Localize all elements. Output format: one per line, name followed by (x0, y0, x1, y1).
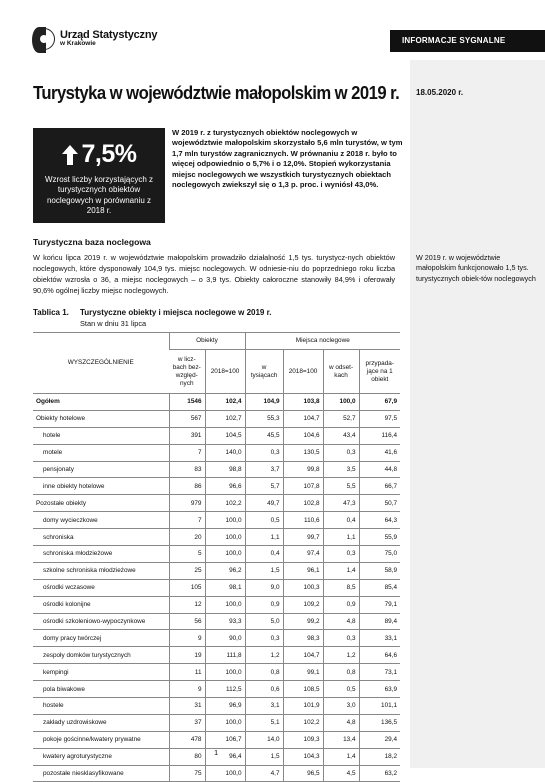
table-cell: 14,0 (245, 731, 283, 748)
table-cell: 136,5 (359, 714, 400, 731)
table-header-group-places: Miejsca noclegowe (245, 333, 400, 350)
table-cell: 97,5 (359, 410, 400, 427)
table-row-label: motele (33, 444, 169, 461)
table-row (33, 698, 400, 715)
table-cell: 64,3 (359, 512, 400, 529)
table-cell: 4,7 (245, 765, 283, 782)
table-cell: 3,0 (323, 698, 359, 715)
section-title: Turystyczna baza noclegowa (33, 237, 151, 247)
table-cell: 100,0 (205, 529, 245, 546)
table-cell: 1,1 (245, 529, 283, 546)
table-cell: 111,8 (205, 647, 245, 664)
table-row (33, 478, 400, 495)
table-cell: 104,7 (283, 647, 323, 664)
table-cell: 49,7 (245, 495, 283, 512)
table-cell: 0,8 (245, 664, 283, 681)
table-cell: 100,0 (205, 664, 245, 681)
table-cell: 103,8 (283, 394, 323, 411)
table-row-label: inne obiekty hotelowe (33, 478, 169, 495)
table-row-label: domy wycieczkowe (33, 512, 169, 529)
table-cell: 98,8 (205, 461, 245, 478)
table-row-label: schroniska młodzieżowe (33, 546, 169, 563)
table-cell: 99,2 (283, 613, 323, 630)
table-cell: 37 (169, 714, 205, 731)
table-cell: 99,1 (283, 664, 323, 681)
table-row-label: Ogółem (33, 394, 169, 411)
publication-type-banner: INFORMACJE SYGNALNE (390, 30, 545, 52)
table-cell: 0,4 (323, 512, 359, 529)
table-cell: 0,9 (245, 596, 283, 613)
table-cell: 101,9 (283, 698, 323, 715)
table-cell: 1,5 (245, 748, 283, 765)
table-cell: 100,3 (283, 579, 323, 596)
table-cell: 33,1 (359, 630, 400, 647)
table-cell: 5,1 (245, 714, 283, 731)
table-cell: 391 (169, 427, 205, 444)
table-cell: 52,7 (323, 410, 359, 427)
table-cell: 43,4 (323, 427, 359, 444)
table-subheader: przypada-jące na 1 obiekt (359, 350, 400, 394)
table-cell: 104,7 (283, 410, 323, 427)
table-row (33, 664, 400, 681)
table-cell: 7 (169, 444, 205, 461)
table-cell: 5,0 (245, 613, 283, 630)
table-cell: 109,2 (283, 596, 323, 613)
table-cell: 140,0 (205, 444, 245, 461)
table-cell: 1,4 (323, 562, 359, 579)
table-cell: 31 (169, 698, 205, 715)
table-subheader: w licz-bach bez-względ-nych (169, 350, 205, 394)
table-row-label: ośrodki szkoleniowo-wypoczynkowe (33, 613, 169, 630)
table-subcaption: Stan w dniu 31 lipca (80, 319, 147, 328)
table-cell: 110,6 (283, 512, 323, 529)
table-cell: 5 (169, 546, 205, 563)
data-table (33, 332, 400, 782)
table-row-label: Obiekty hotelowe (33, 410, 169, 427)
table-cell: 100,0 (205, 765, 245, 782)
table-row (33, 562, 400, 579)
table-cell: 96,5 (283, 765, 323, 782)
table-cell: 12 (169, 596, 205, 613)
org-name-line2: w Krakowie (60, 40, 96, 48)
table-cell: 56 (169, 613, 205, 630)
table-cell: 50,7 (359, 495, 400, 512)
table-cell: 3,5 (323, 461, 359, 478)
table-subheader: 2018=100 (283, 350, 323, 394)
table-cell: 101,1 (359, 698, 400, 715)
table-cell: 75 (169, 765, 205, 782)
table-number: Tablica 1. (33, 308, 69, 317)
table-cell: 100,0 (205, 512, 245, 529)
table-cell: 66,7 (359, 478, 400, 495)
table-cell: 1,2 (245, 647, 283, 664)
table-row (33, 512, 400, 529)
table-row (33, 630, 400, 647)
table-cell: 109,3 (283, 731, 323, 748)
table-cell: 1,5 (245, 562, 283, 579)
table-row (33, 765, 400, 782)
table-row (33, 596, 400, 613)
table-cell: 0,3 (323, 444, 359, 461)
kpi-box (33, 128, 165, 223)
table-cell: 102,8 (283, 495, 323, 512)
table-cell: 3,1 (245, 698, 283, 715)
table-cell: 478 (169, 731, 205, 748)
table-row (33, 461, 400, 478)
table-cell: 3,7 (245, 461, 283, 478)
table-cell: 9 (169, 681, 205, 698)
table-row-label: ośrodki wczasowe (33, 579, 169, 596)
table-cell: 108,5 (283, 681, 323, 698)
table-cell: 96,9 (205, 698, 245, 715)
table-cell: 100,0 (205, 546, 245, 563)
table-cell: 1,4 (323, 748, 359, 765)
table-cell: 105 (169, 579, 205, 596)
table-cell: 8,5 (323, 579, 359, 596)
table-row (33, 579, 400, 596)
org-logo-icon (33, 28, 55, 50)
table-cell: 96,4 (205, 748, 245, 765)
table-cell: 100,0 (205, 714, 245, 731)
table-cell: 4,8 (323, 613, 359, 630)
table-cell: 0,3 (323, 630, 359, 647)
table-cell: 0,9 (323, 596, 359, 613)
table-cell: 100,0 (205, 596, 245, 613)
table-cell: 100,0 (323, 394, 359, 411)
table-subheader: w tysiącach (245, 350, 283, 394)
table-cell: 55,3 (245, 410, 283, 427)
table-cell: 47,3 (323, 495, 359, 512)
table-cell: 97,4 (283, 546, 323, 563)
table-header-group-objects: Obiekty (169, 333, 245, 350)
table-cell: 0,6 (245, 681, 283, 698)
table-header-label: WYSZCZEGÓLNIENIE (33, 333, 169, 394)
table-cell: 5,5 (323, 478, 359, 495)
table-cell: 89,4 (359, 613, 400, 630)
table-row-label: hotele (33, 427, 169, 444)
table-cell: 18,2 (359, 748, 400, 765)
sidebar-background (410, 60, 545, 768)
table-row (33, 731, 400, 748)
table-cell: 96,6 (205, 478, 245, 495)
table-cell: 85,4 (359, 579, 400, 596)
table-row-label: kempingi (33, 664, 169, 681)
table-cell: 1546 (169, 394, 205, 411)
org-logo (33, 28, 157, 50)
table-cell: 80 (169, 748, 205, 765)
table-cell: 107,8 (283, 478, 323, 495)
table-cell: 63,2 (359, 765, 400, 782)
table-title: Turystyczne obiekty i miejsca noclegowe w 2019 r. (80, 308, 272, 317)
side-note: W 2019 r. w województwie małopolskim funkcjonowało 1,5 tys. turystycznych obiek-tów noclegowych (416, 253, 536, 283)
table-cell: 98,3 (283, 630, 323, 647)
table-cell: 0,3 (323, 546, 359, 563)
table-cell: 73,1 (359, 664, 400, 681)
table-cell: 90,0 (205, 630, 245, 647)
table-cell: 0,5 (323, 681, 359, 698)
table-cell: 98,1 (205, 579, 245, 596)
table-row-label: pola biwakowe (33, 681, 169, 698)
lead-paragraph: W 2019 r. z turystycznych obiektów noclegowych w województwie małopolskim skorzystało 5,6 mln turystów, w tym 1,7 mln turystów zagranicznych. W prównaniu z 2018 r. było to więcej odpowiednio o 5,7% i o 12,0%. Stopień wykorzystania miejsc noclegowych we wszystkich turystycznych obiektach noclegowych zwiekszył się o 1,3 p. proc. i wyniósł 43,0%. (172, 128, 403, 190)
table-cell: 112,5 (205, 681, 245, 698)
table-cell: 0,3 (245, 630, 283, 647)
table-cell: 0,3 (245, 444, 283, 461)
table-row-label: domy pracy twórczej (33, 630, 169, 647)
table-cell: 4,8 (323, 714, 359, 731)
table-row (33, 529, 400, 546)
table-subheader: w odset-kach (323, 350, 359, 394)
body-paragraph: W końcu lipca 2019 r. w województwie małopolskim prowadziło działalność 1,5 tys. turystycz-nych obiektów noclegowych, które dysponowały 104,9 tys. miejsc noclegowych. W odniesie-niu do poprzedniego roku liczba obiektów wzrosła o 36, a miejsc noclegowych – o 3,9 tys. Obiekty całoroczne stanowiły 84,9% i oferowały 90,6% ogólnej liczby miejsc noclegowych. (33, 253, 395, 295)
table-row-label: ośrodki kolonijne (33, 596, 169, 613)
table-cell: 0,4 (245, 546, 283, 563)
table-cell: 20 (169, 529, 205, 546)
table-cell: 567 (169, 410, 205, 427)
table-cell: 67,9 (359, 394, 400, 411)
table-cell: 64,6 (359, 647, 400, 664)
table-cell: 96,1 (283, 562, 323, 579)
table-row-label: kwatery agroturystyczne (33, 748, 169, 765)
table-row-label: pokoje gościnne/kwatery prywatne (33, 731, 169, 748)
table-row (33, 647, 400, 664)
table-cell: 116,4 (359, 427, 400, 444)
table-cell: 93,3 (205, 613, 245, 630)
table-row (33, 394, 400, 411)
table-cell: 102,7 (205, 410, 245, 427)
table-cell: 96,2 (205, 562, 245, 579)
table-cell: 25 (169, 562, 205, 579)
table-cell: 55,9 (359, 529, 400, 546)
table-row (33, 714, 400, 731)
table-cell: 86 (169, 478, 205, 495)
table-row (33, 546, 400, 563)
table-row (33, 410, 400, 427)
table-cell: 106,7 (205, 731, 245, 748)
table-row-label: pozostałe niesklasyfikowane (33, 765, 169, 782)
table-cell: 63,9 (359, 681, 400, 698)
org-name-line1: Urząd Statystyczny (60, 28, 158, 41)
table-cell: 99,8 (283, 461, 323, 478)
table-cell: 44,8 (359, 461, 400, 478)
arrow-up-icon (62, 145, 78, 165)
table-cell: 83 (169, 461, 205, 478)
table-row-label: schroniska (33, 529, 169, 546)
table-cell: 45,5 (245, 427, 283, 444)
table-cell: 7 (169, 512, 205, 529)
table-cell: 104,9 (245, 394, 283, 411)
table-cell: 1,2 (323, 647, 359, 664)
table-row-label: zakłady uzdrowiskowe (33, 714, 169, 731)
table-cell: 5,7 (245, 478, 283, 495)
table-cell: 1,1 (323, 529, 359, 546)
table-row-label: szkolne schroniska młodzieżowe (33, 562, 169, 579)
table-cell: 11 (169, 664, 205, 681)
table-cell: 0,8 (323, 664, 359, 681)
table-cell: 104,5 (205, 427, 245, 444)
table-cell: 13,4 (323, 731, 359, 748)
kpi-caption: Wzrost liczby korzystających z turystycznych obiektów noclegowych w porównaniu z 2018 r. (44, 175, 154, 216)
table-cell: 130,5 (283, 444, 323, 461)
kpi-value: 7,5% (81, 140, 137, 168)
table-cell: 102,2 (205, 495, 245, 512)
table-cell: 104,6 (283, 427, 323, 444)
table-cell: 104,3 (283, 748, 323, 765)
table-row (33, 427, 400, 444)
table-cell: 9,0 (245, 579, 283, 596)
table-subheader: 2018=100 (205, 350, 245, 394)
table-row-label: hostele (33, 698, 169, 715)
table-row-label: pensjonaty (33, 461, 169, 478)
table-cell: 102,4 (205, 394, 245, 411)
table-row (33, 444, 400, 461)
table-cell: 79,1 (359, 596, 400, 613)
table-cell: 0,5 (245, 512, 283, 529)
table-cell: 58,9 (359, 562, 400, 579)
publication-date: 18.05.2020 r. (416, 88, 464, 97)
table-cell: 979 (169, 495, 205, 512)
table-cell: 29,4 (359, 731, 400, 748)
table-row (33, 681, 400, 698)
table-row (33, 495, 400, 512)
table-cell: 4,5 (323, 765, 359, 782)
table-cell: 19 (169, 647, 205, 664)
table-cell: 75,0 (359, 546, 400, 563)
table-cell: 102,2 (283, 714, 323, 731)
table-caption (33, 308, 272, 317)
table-row (33, 613, 400, 630)
table-cell: 9 (169, 630, 205, 647)
table-row-label: zespoły domków turystycznych (33, 647, 169, 664)
page-number: 1 (214, 748, 219, 757)
table-row-label: Pozostałe obiekty (33, 495, 169, 512)
page-title: Turystyka w województwie małopolskim w 2019 r. (33, 82, 400, 103)
table-cell: 99,7 (283, 529, 323, 546)
table-cell: 41,6 (359, 444, 400, 461)
